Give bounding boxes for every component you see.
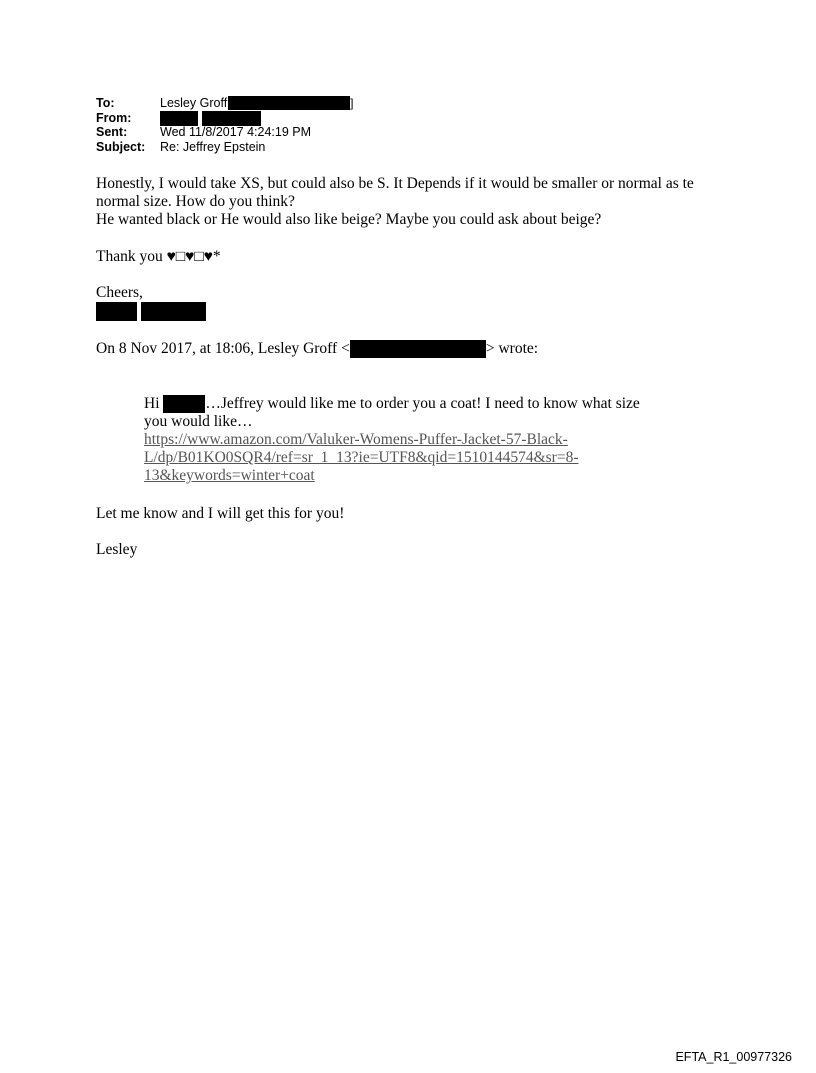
link-line[interactable]: https://www.amazon.com/Valuker-Womens-Puffer-Jacket-57-Black- <box>144 431 568 448</box>
sent-label: Sent: <box>96 125 128 139</box>
from-value <box>160 111 261 126</box>
reply-line: He wanted black or He would also like beige? Maybe you could ask about beige? <box>96 211 602 228</box>
sent-value: Wed 11/8/2017 4:24:19 PM <box>160 125 312 139</box>
email-header <box>96 96 354 154</box>
signoff <box>96 284 746 322</box>
link-line[interactable]: 13&keywords=winter+coat <box>144 467 315 484</box>
to-name: Lesley Groff <box>160 96 228 110</box>
signature-redaction <box>96 302 746 322</box>
closing-line <box>96 505 746 523</box>
redaction-box <box>228 96 350 110</box>
quoted-header-suffix: > wrote: <box>485 340 539 357</box>
hi-text: Hi <box>144 395 160 412</box>
redaction-box <box>160 111 198 126</box>
quoted-header <box>96 340 746 358</box>
reply-line: normal size. How do you think? <box>96 193 295 210</box>
subject-row <box>96 140 354 155</box>
redaction-box <box>141 302 206 321</box>
thank-you-line <box>96 248 746 266</box>
redaction-box <box>350 340 486 358</box>
closing-signature <box>96 541 746 559</box>
reply-body <box>96 175 746 229</box>
quoted-message <box>144 395 684 485</box>
thanks-text: Thank you ♥□♥□♥* <box>96 248 221 265</box>
closing-text: Let me know and I will get this for you! <box>96 505 345 522</box>
sent-row <box>96 125 354 140</box>
quoted-header-prefix: On 8 Nov 2017, at 18:06, Lesley Groff < <box>96 340 350 357</box>
to-row <box>96 96 354 111</box>
bracket-glyph: ] <box>350 96 354 110</box>
quoted-message-text: …Jeffrey would like me to order you a coat! I need to know what size <box>205 395 640 412</box>
from-label: From: <box>96 110 132 125</box>
signature-text: Lesley <box>96 541 138 558</box>
quoted-line <box>144 395 684 413</box>
to-label: To: <box>96 96 115 110</box>
to-value <box>160 96 354 111</box>
cheers-text: Cheers, <box>96 284 143 301</box>
document-id: EFTA_R1_00977326 <box>675 1050 792 1064</box>
quoted-line: you would like… <box>144 413 253 430</box>
reply-line: Honestly, I would take XS, but could also be S. It Depends if it would be smaller or normal as te <box>96 175 694 192</box>
subject-label: Subject: <box>96 139 146 154</box>
redaction-box <box>96 302 137 321</box>
from-row <box>96 111 354 126</box>
link-line[interactable]: L/dp/B01KO0SQR4/ref=sr_1_13?ie=UTF8&qid=1510144574&sr=8- <box>144 449 579 466</box>
redaction-box <box>163 395 205 413</box>
subject-value: Re: Jeffrey Epstein <box>160 139 266 154</box>
amazon-link[interactable] <box>144 431 684 485</box>
redaction-box <box>202 111 261 126</box>
